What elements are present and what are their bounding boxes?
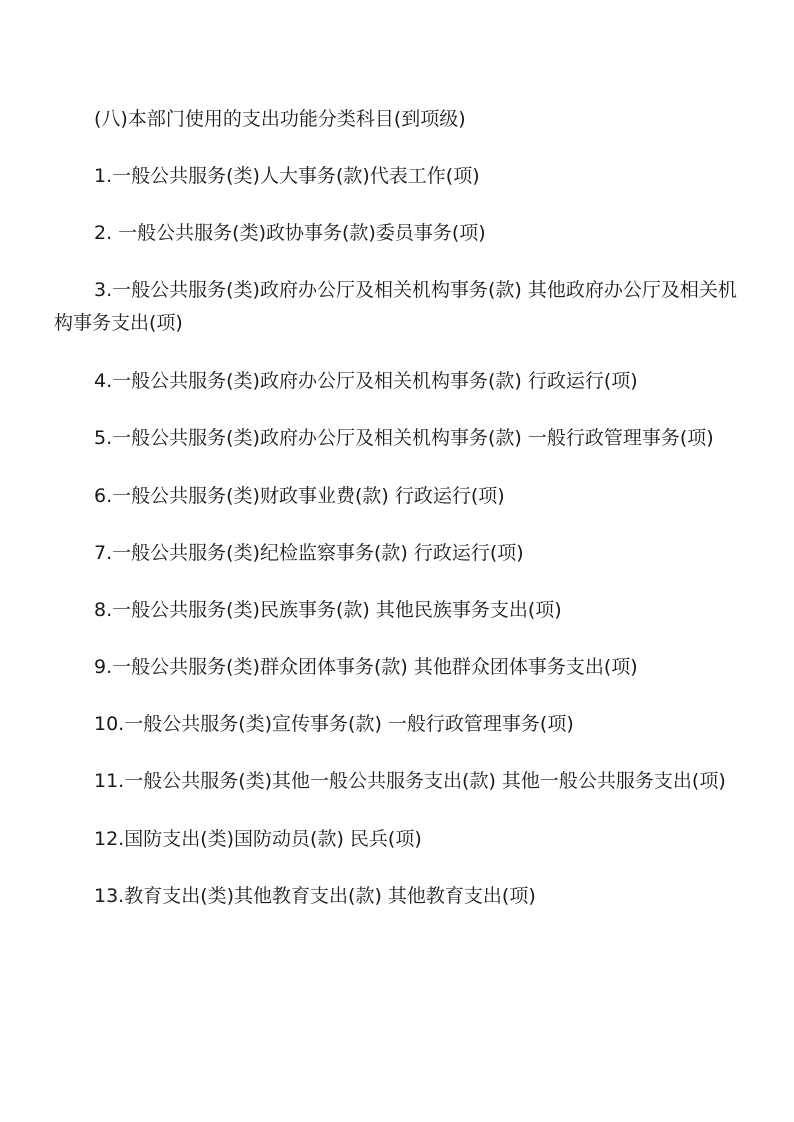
list-item: 4.一般公共服务(类)政府办公厅及相关机构事务(款) 行政运行(项) [94, 370, 638, 392]
list-item: 10.一般公共服务(类)宣传事务(款) 一般行政管理事务(项) [94, 713, 574, 735]
list-item: 12.国防支出(类)国防动员(款) 民兵(项) [94, 828, 422, 850]
list-item: 5.一般公共服务(类)政府办公厅及相关机构事务(款) 一般行政管理事务(项) [94, 427, 714, 449]
section-heading: (八)本部门使用的支出功能分类科目(到项级) [94, 108, 466, 130]
list-item: 2. 一般公共服务(类)政协事务(款)委员事务(项) [94, 222, 486, 244]
list-item: 6.一般公共服务(类)财政事业费(款) 行政运行(项) [94, 485, 505, 507]
list-item: 9.一般公共服务(类)群众团体事务(款) 其他群众团体事务支出(项) [94, 656, 638, 678]
list-item: 8.一般公共服务(类)民族事务(款) 其他民族事务支出(项) [94, 599, 562, 621]
list-item: 7.一般公共服务(类)纪检监察事务(款) 行政运行(项) [94, 542, 524, 564]
list-item: 3.一般公共服务(类)政府办公厅及相关机构事务(款) 其他政府办公厅及相关机构事务支出(项) [54, 279, 737, 334]
list-item: 11.一般公共服务(类)其他一般公共服务支出(款) 其他一般公共服务支出(项) [94, 770, 726, 792]
list-item: 13.教育支出(类)其他教育支出(款) 其他教育支出(项) [94, 885, 536, 907]
list-item: 1.一般公共服务(类)人大事务(款)代表工作(项) [94, 165, 480, 187]
